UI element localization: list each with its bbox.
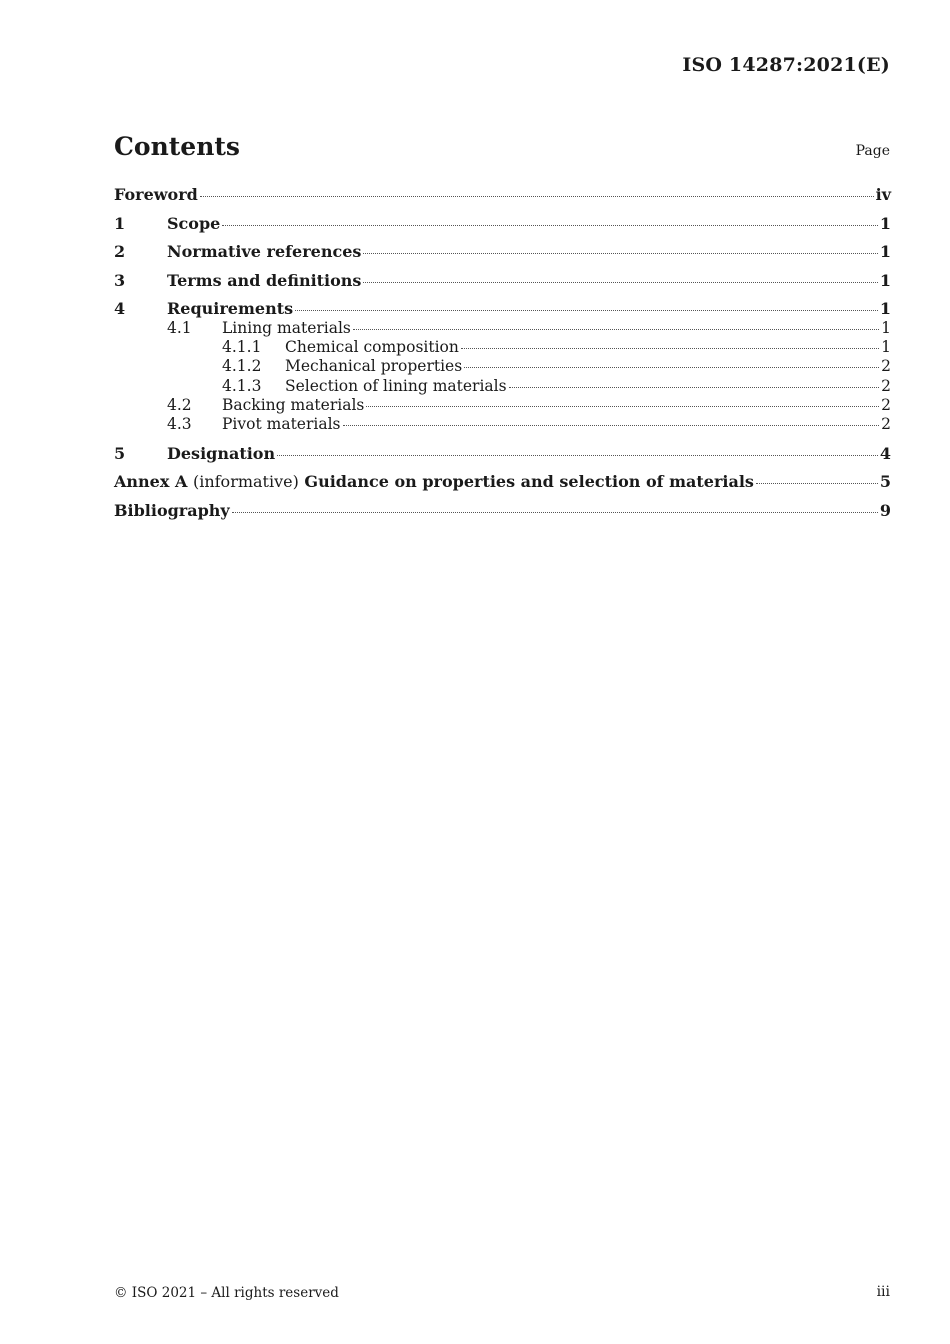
toc-entry-title: Pivot materials [222, 415, 341, 434]
dot-leader [363, 282, 877, 283]
dot-leader [277, 455, 878, 456]
document-id: ISO 14287:2021(E) [682, 54, 890, 76]
toc-entry-page: 2 [881, 415, 891, 434]
toc-entry-normative-references[interactable] [114, 242, 891, 261]
toc-entry-annex-a[interactable] [114, 472, 891, 491]
dot-leader [343, 425, 880, 426]
toc-entry-number: 3 [114, 270, 126, 290]
toc-entry-foreword[interactable] [114, 185, 891, 204]
toc-entry-page: 2 [881, 395, 891, 414]
toc-entry-title: Backing materials [222, 395, 365, 414]
footer-copyright: © ISO 2021 – All rights reserved [114, 1285, 339, 1301]
toc-entry-backing-materials[interactable] [114, 396, 891, 415]
dot-leader [222, 225, 878, 226]
footer-page-number: iii [876, 1284, 890, 1300]
toc-entry-page: 2 [881, 357, 891, 376]
toc-entry-bibliography[interactable] [114, 501, 891, 520]
toc-entry-title: Foreword [114, 185, 198, 204]
toc-entry-title: Terms and definitions [167, 270, 362, 290]
toc-entry-page: 1 [881, 318, 891, 337]
dot-leader [756, 483, 878, 484]
toc-entry-title: Mechanical properties [285, 357, 463, 376]
toc-entry-number: 4.1.1 [222, 337, 262, 356]
toc-entry-page: 2 [881, 376, 891, 395]
toc-entry-number: 4.1 [167, 318, 192, 337]
toc-entry-page: 1 [879, 213, 891, 233]
page-column-label: Page [855, 143, 890, 159]
contents-title: Contents [114, 132, 241, 161]
toc-entry-title [114, 472, 754, 491]
toc-entry-number: 4.3 [167, 415, 192, 434]
toc-entry-page: 1 [879, 242, 891, 262]
toc-entry-scope[interactable] [114, 214, 891, 233]
dot-leader [464, 367, 879, 368]
toc-entry-page: 1 [879, 299, 891, 319]
table-of-contents [114, 185, 891, 520]
dot-leader [509, 387, 880, 388]
toc-entry-page: 4 [879, 443, 891, 463]
dot-leader [363, 253, 877, 254]
toc-entry-terms-and-definitions[interactable] [114, 271, 891, 290]
dot-leader [461, 348, 879, 349]
dot-leader [232, 512, 878, 513]
toc-entry-number: 5 [114, 443, 126, 463]
toc-entry-title: Lining materials [222, 318, 351, 337]
toc-entry-requirements[interactable] [114, 299, 891, 318]
toc-entry-number: 4.1.2 [222, 357, 262, 376]
toc-entry-number: 2 [114, 242, 126, 262]
toc-entry-page: iv [875, 185, 891, 204]
dot-leader [200, 196, 874, 197]
toc-entry-title: Scope [167, 213, 221, 233]
toc-entry-selection-of-lining-materials[interactable] [114, 377, 891, 396]
toc-entry-page: 9 [879, 500, 891, 520]
toc-entry-lining-materials[interactable] [114, 319, 891, 338]
toc-entry-number: 4.1.3 [222, 376, 262, 395]
toc-entry-pivot-materials[interactable] [114, 415, 891, 434]
toc-entry-title: Normative references [167, 242, 362, 262]
toc-entry-page: 5 [879, 472, 891, 492]
toc-entry-title: Designation [167, 443, 276, 463]
toc-entry-title: Chemical composition [285, 337, 459, 356]
dot-leader [295, 310, 878, 311]
dot-leader [366, 406, 879, 407]
toc-entry-page: 1 [879, 270, 891, 290]
toc-entry-mechanical-properties[interactable] [114, 357, 891, 376]
toc-entry-number: 4 [114, 299, 126, 319]
annex-label: Annex A [114, 472, 188, 492]
toc-entry-designation[interactable] [114, 444, 891, 463]
annex-type-note: (informative) [192, 472, 299, 492]
annex-title: Guidance on properties and selection of materials [304, 472, 754, 492]
toc-entry-chemical-composition[interactable] [114, 338, 891, 357]
dot-leader [353, 329, 879, 330]
toc-entry-title: Requirements [167, 299, 294, 319]
toc-entry-page: 1 [881, 337, 891, 356]
toc-entry-number: 1 [114, 213, 126, 233]
toc-entry-number: 4.2 [167, 395, 192, 414]
toc-entry-title: Selection of lining materials [285, 376, 507, 395]
toc-entry-title: Bibliography [114, 500, 230, 520]
